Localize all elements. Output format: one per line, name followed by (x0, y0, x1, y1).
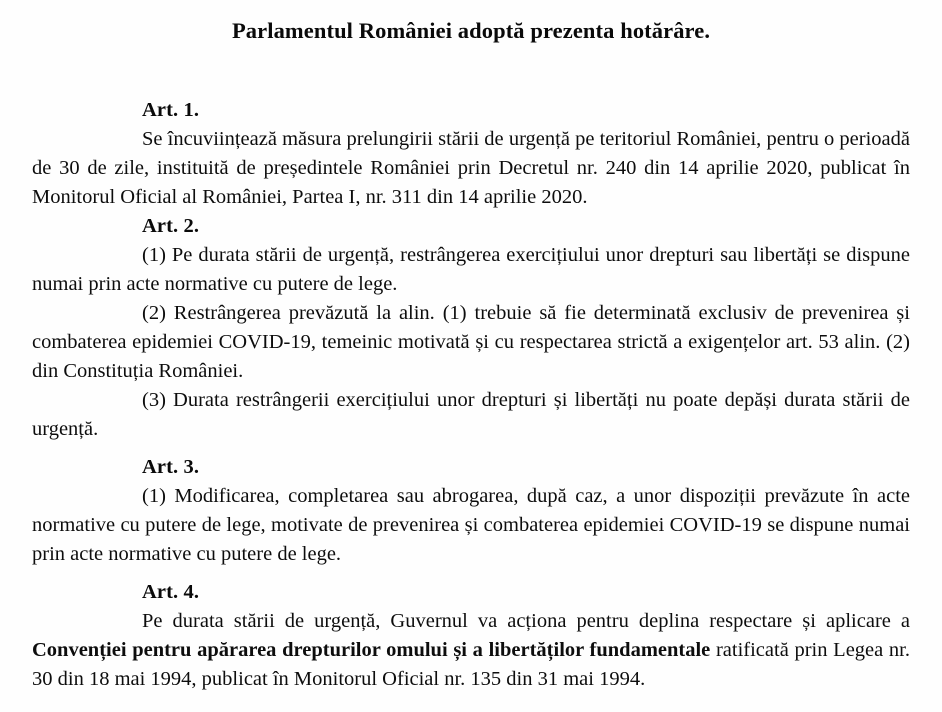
article-section-4 (32, 578, 910, 694)
article-heading-4: Art. 4. (142, 581, 200, 603)
article-section-1 (32, 96, 910, 212)
article-2-paragraph-2: (2) Restrângerea prevăzută la alin. (1) trebuie să fie determinată exclusiv de prevenirea și combaterea epidemiei COVID-19, temeinic motivată și cu respectarea strictă a exigențelor art. 53 alin. (2) din Constituția României. (32, 302, 910, 382)
article-2-paragraph-3: (3) Durata restrângerii exercițiului unor drepturi și libertăți nu poate depăși durata stării de urgență. (32, 389, 910, 440)
article-heading-1: Art. 1. (142, 99, 200, 121)
section-spacer (32, 569, 910, 578)
article-3-paragraph-1: (1) Modificarea, completarea sau abrogarea, după caz, a unor dispoziții prevăzute în acte normative cu putere de lege, motivate de prevenirea și combaterea epidemiei COVID-19 se dispune numai prin acte normative cu putere de lege. (32, 485, 910, 565)
article-4-paragraph-1 (32, 607, 910, 694)
article-section-3 (32, 453, 910, 569)
article-heading-3: Art. 3. (142, 456, 200, 478)
document-title: Parlamentul României adoptă prezenta hotărâre. (231, 18, 711, 43)
article-section-2 (32, 212, 910, 444)
article-2-paragraph-1: (1) Pe durata stării de urgență, restrângerea exercițiului unor drepturi sau libertăți se dispune numai prin acte normative cu putere de lege. (32, 244, 910, 295)
document-body (32, 96, 910, 694)
section-spacer (32, 444, 910, 453)
article-heading-2: Art. 2. (142, 215, 200, 237)
article-4-convention-title: Convenției pentru apărarea drepturilor omului și a libertăților fundamentale (32, 639, 711, 661)
article-1-paragraph-1: Se încuviințează măsura prelungirii stării de urgență pe teritoriul României, pentru o perioadă de 30 de zile, instituită de președintele României prin Decretul nr. 240 din 14 aprilie 2020, publicat în Monitorul Oficial al României, Partea I, nr. 311 din 14 aprilie 2020. (32, 128, 910, 208)
article-4-tail-text: ratificată prin Legea nr. 30 din 18 mai 1994, publicat în Monitorul Oficial nr. 135 din 31 mai 1994. (32, 639, 910, 690)
article-4-lead-text: Pe durata stării de urgență, Guvernul va acționa pentru deplina respectare și aplicare a (142, 610, 910, 632)
